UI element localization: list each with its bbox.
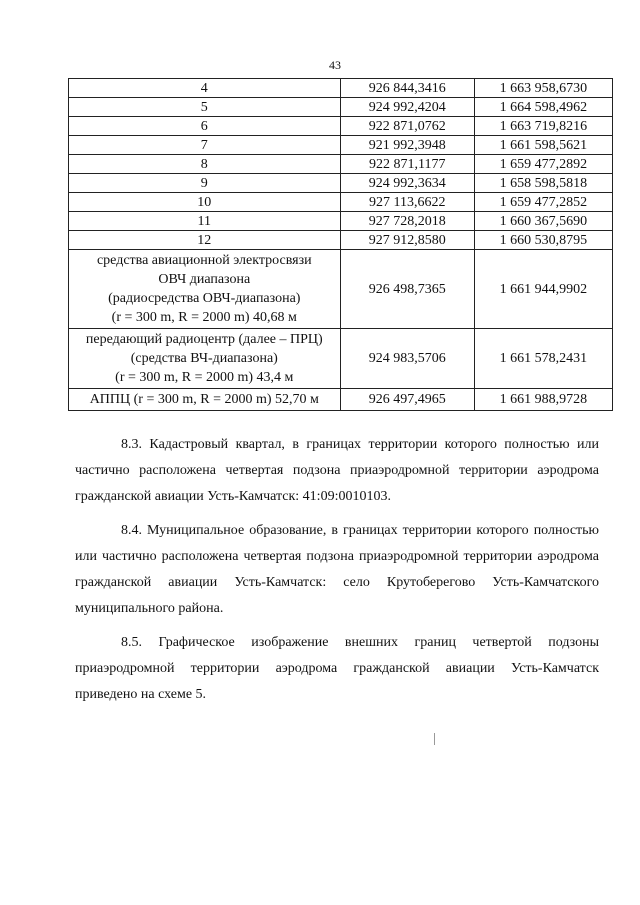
table-row-facility <box>69 389 613 411</box>
point-number: 6 <box>69 117 341 136</box>
facility-name-line: передающий радиоцентр (далее – ПРЦ) <box>85 332 323 347</box>
table-row-facility <box>69 329 613 389</box>
coordinate-y: 1 659 477,2852 <box>474 193 612 212</box>
table-row <box>69 212 613 231</box>
point-number: 7 <box>69 136 341 155</box>
coordinate-x: 927 912,8580 <box>340 231 474 250</box>
scan-artifact <box>434 733 435 745</box>
coordinates-table <box>68 78 613 411</box>
coordinate-x: 922 871,1177 <box>340 155 474 174</box>
table-row <box>69 79 613 98</box>
coordinate-y: 1 663 958,6730 <box>474 79 612 98</box>
point-number: 4 <box>69 79 341 98</box>
coordinate-x: 927 113,6622 <box>340 193 474 212</box>
point-number: 12 <box>69 231 341 250</box>
body-text <box>75 432 599 716</box>
facility-name-line: (r = 300 m, R = 2000 m) 43,4 м <box>115 370 294 385</box>
table-row <box>69 231 613 250</box>
coordinate-x: 924 992,3634 <box>340 174 474 193</box>
coordinate-y: 1 660 530,8795 <box>474 231 612 250</box>
table-row <box>69 98 613 117</box>
facility-name-line: ОВЧ диапазона <box>158 272 251 287</box>
point-number: 10 <box>69 193 341 212</box>
point-number: 5 <box>69 98 341 117</box>
coordinate-x: 927 728,2018 <box>340 212 474 231</box>
coordinate-y: 1 661 944,9902 <box>474 250 612 329</box>
facility-name-line: средства авиационной электросвязи <box>96 253 312 268</box>
facility-name-line: (средства ВЧ-диапазона) <box>130 351 278 366</box>
coordinate-x: 924 992,4204 <box>340 98 474 117</box>
paragraph-8-3: 8.3. Кадастровый квартал, в границах территории которого полностью или частично расположена четвертая подзона приаэродромной территории аэродрома гражданской авиации Усть-Камчатск: 41:09:0010103. <box>75 437 599 504</box>
facility-name-line: (радиосредства ОВЧ-диапазона) <box>108 291 301 306</box>
coordinate-x: 924 983,5706 <box>340 329 474 389</box>
table-row <box>69 155 613 174</box>
coordinate-x: 926 498,7365 <box>340 250 474 329</box>
table-row <box>69 193 613 212</box>
table-row <box>69 117 613 136</box>
coordinate-y: 1 660 367,5690 <box>474 212 612 231</box>
coordinate-y: 1 664 598,4962 <box>474 98 612 117</box>
coordinate-x: 922 871,0762 <box>340 117 474 136</box>
coordinate-y: 1 658 598,5818 <box>474 174 612 193</box>
facility-name <box>69 389 341 411</box>
facility-name-line: АППЦ (r = 300 m, R = 2000 m) 52,70 м <box>89 392 319 407</box>
coordinate-y: 1 663 719,8216 <box>474 117 612 136</box>
coordinate-y: 1 661 578,2431 <box>474 329 612 389</box>
table-row-facility <box>69 250 613 329</box>
coordinate-y: 1 659 477,2892 <box>474 155 612 174</box>
point-number: 8 <box>69 155 341 174</box>
facility-name <box>69 329 341 389</box>
point-number: 11 <box>69 212 341 231</box>
coordinate-x: 926 497,4965 <box>340 389 474 411</box>
facility-name-line: (r = 300 m, R = 2000 m) 40,68 м <box>111 310 297 325</box>
coordinate-x: 926 844,3416 <box>340 79 474 98</box>
coordinate-x: 921 992,3948 <box>340 136 474 155</box>
facility-name <box>69 250 341 329</box>
point-number: 9 <box>69 174 341 193</box>
coordinate-y: 1 661 988,9728 <box>474 389 612 411</box>
table-row <box>69 136 613 155</box>
page-number: 43 <box>329 58 341 72</box>
table-row <box>69 174 613 193</box>
paragraph-8-4: 8.4. Муниципальное образование, в границах территории которого полностью или частично расположена четвертая подзона приаэродромной территории аэродрома гражданской авиации Усть-Камчатск: село Крутоберегово Усть-Камчатского муниципального района. <box>75 523 599 616</box>
coordinate-y: 1 661 598,5621 <box>474 136 612 155</box>
paragraph-8-5: 8.5. Графическое изображение внешних границ четвертой подзоны приаэродромной территории аэродрома гражданской авиации Усть-Камчатск приведено на схеме 5. <box>75 635 599 702</box>
